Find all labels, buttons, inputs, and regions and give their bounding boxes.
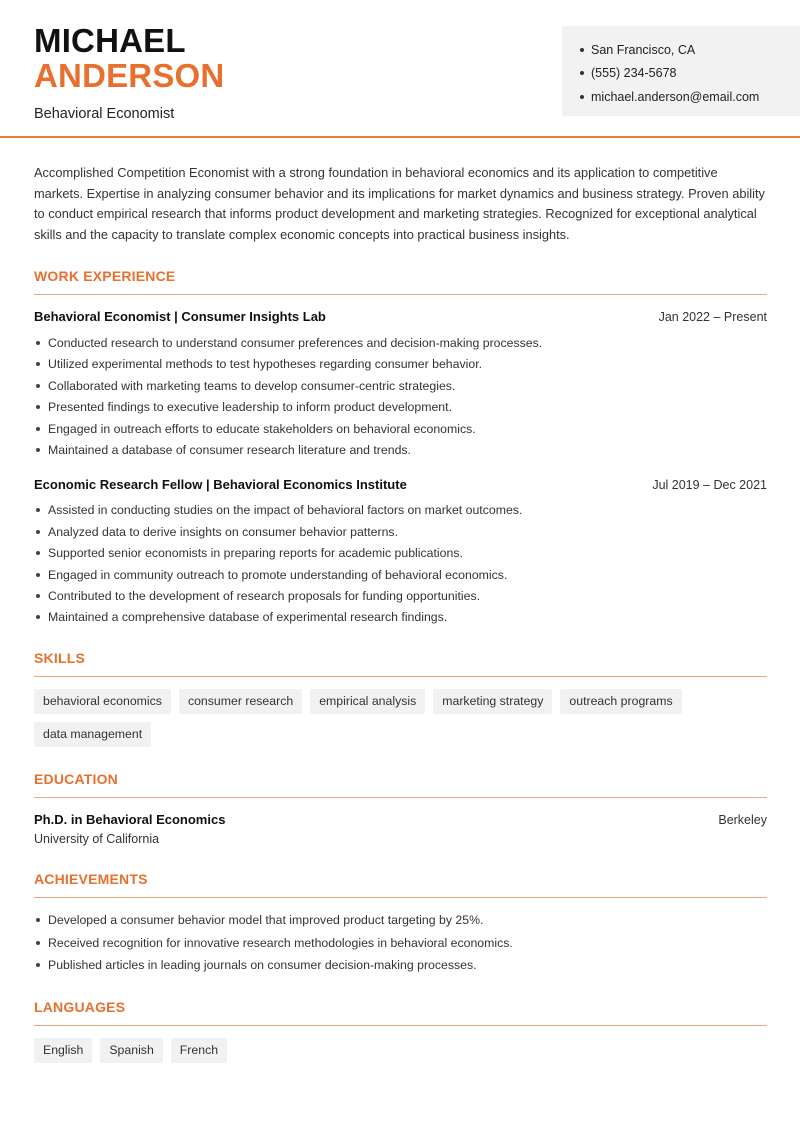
bullet-icon [36,615,40,619]
skills-section [34,650,767,747]
list-item [34,418,767,439]
skill-chip: empirical analysis [310,689,425,714]
bullet-icon [580,95,584,99]
job-header [34,309,767,324]
list-item-text: Conducted research to understand consumer preferences and decision-making processes. [48,336,543,351]
bullet-icon [36,941,40,945]
job-title: Behavioral Economist [34,106,175,122]
achievements-section [34,871,767,977]
skills-list [34,689,767,747]
language-chip: Spanish [100,1038,162,1063]
contact-location [580,38,800,62]
contact-email [580,85,800,109]
list-item [34,585,767,606]
job-dates: Jul 2019 – Dec 2021 [652,477,767,492]
section-title-education: EDUCATION [34,771,767,798]
education-section [34,771,767,846]
list-item-text: Presented findings to executive leadership to inform product development. [48,400,452,415]
bullet-icon [36,551,40,555]
bullet-icon [580,48,584,52]
bullet-icon [36,594,40,598]
bullet-icon [36,918,40,922]
bullet-icon [36,508,40,512]
job-header [34,477,767,492]
job-bullets [34,500,767,628]
section-title-skills: SKILLS [34,650,767,677]
bullet-icon [36,427,40,431]
list-item-text: Utilized experimental methods to test hypotheses regarding consumer behavior. [48,357,483,372]
list-item [34,564,767,585]
skill-chip: consumer research [179,689,302,714]
bullet-icon [580,71,584,75]
contact-phone-text: (555) 234-5678 [591,66,677,81]
list-item-text: Assisted in conducting studies on the impact of behavioral factors on market outcomes. [48,503,523,518]
name-block [34,24,224,122]
list-item [34,932,767,955]
list-item-text: Maintained a database of consumer research literature and trends. [48,443,411,458]
bullet-icon [36,573,40,577]
achievements-list [34,909,767,977]
skill-chip: outreach programs [560,689,681,714]
education-degree: Ph.D. in Behavioral Economics [34,812,226,828]
list-item-text: Analyzed data to derive insights on consumer behavior patterns. [48,524,398,539]
list-item-text: Developed a consumer behavior model that improved product targeting by 25%. [48,913,484,928]
job-role: Behavioral Economist | Consumer Insights Lab [34,309,326,325]
list-item [34,607,767,628]
skill-chip: behavioral economics [34,689,171,714]
bullet-icon [36,405,40,409]
contact-location-text: San Francisco, CA [591,42,696,57]
job-dates: Jan 2022 – Present [658,310,767,325]
job-role: Economic Research Fellow | Behavioral Economics Institute [34,476,407,492]
last-name: ANDERSON [34,57,225,94]
language-chip: French [171,1038,227,1063]
skill-chip: marketing strategy [433,689,552,714]
bullet-icon [36,963,40,967]
education-school: University of California [34,832,160,847]
list-item-text: Engaged in community outreach to promote understanding of behavioral economics. [48,567,508,582]
bullet-icon [36,448,40,452]
list-item [34,439,767,460]
list-item [34,954,767,977]
list-item-text: Received recognition for innovative research methodologies in behavioral economics. [48,935,513,950]
resume-body [34,163,767,1063]
list-item-text: Maintained a comprehensive database of experimental research findings. [48,610,448,625]
contact-email-text: michael.anderson@email.com [591,89,760,104]
list-item [34,375,767,396]
skill-chip: data management [34,722,151,747]
languages-section [34,999,767,1063]
bullet-icon [36,362,40,366]
resume-header [0,0,800,138]
section-title-work: WORK EXPERIENCE [34,268,767,295]
summary-paragraph: Accomplished Competition Economist with a strong foundation in behavioral economics and its application to competitive markets. Expertise in analyzing consumer behavior and its implications for market dynamics and business strategy. Proven ability to conduct empirical research that informs product development and marketing strategies. Recognized for exceptional analytical skills and the capacity to translate complex economic concepts into practical business insights. [34,165,765,242]
list-item-text: Supported senior economists in preparing reports for academic publications. [48,546,463,561]
list-item-text: Engaged in outreach efforts to educate stakeholders on behavioral economics. [48,421,476,436]
list-item [34,909,767,932]
first-name: MICHAEL [34,22,186,59]
education-location: Berkeley [718,813,767,828]
list-item [34,500,767,521]
list-item [34,521,767,542]
bullet-icon [36,384,40,388]
list-item [34,354,767,375]
list-item-text: Collaborated with marketing teams to develop consumer-centric strategies. [48,378,456,393]
job-bullets [34,332,767,460]
list-item [34,397,767,418]
section-title-achievements: ACHIEVEMENTS [34,871,767,898]
section-title-languages: LANGUAGES [34,999,767,1026]
bullet-icon [36,530,40,534]
education-header [34,812,767,827]
languages-list [34,1038,767,1063]
work-section [34,268,767,628]
contact-box [562,26,800,116]
list-item [34,543,767,564]
contact-phone [580,62,800,86]
bullet-icon [36,341,40,345]
list-item-text: Published articles in leading journals on consumer decision-making processes. [48,958,477,973]
list-item [34,332,767,353]
language-chip: English [34,1038,92,1063]
list-item-text: Contributed to the development of research proposals for funding opportunities. [48,588,481,603]
